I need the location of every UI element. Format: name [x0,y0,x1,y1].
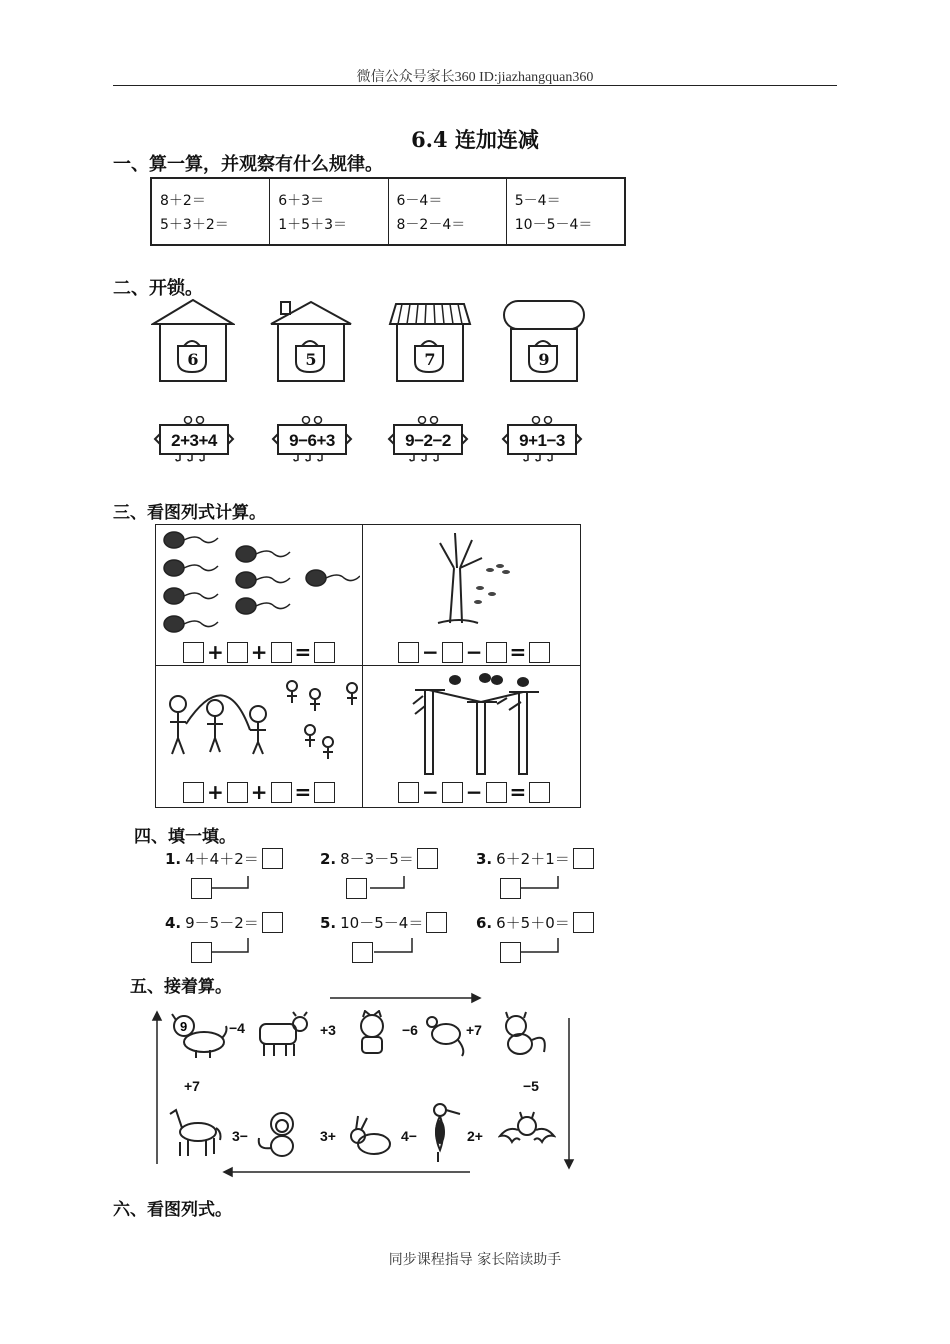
chain-operator: +3 [320,1022,336,1038]
header-divider [113,85,837,86]
equation-row [398,780,550,804]
answer-box[interactable] [227,782,248,803]
squirrel-icon [498,1010,550,1060]
operator: + [250,640,268,664]
equation-line: 6－4＝ [396,193,443,209]
table-cell [389,179,507,244]
key-1 [152,416,236,466]
tadpoles-picture [160,528,360,638]
problem-number: 4. [165,913,182,932]
key-3 [386,416,470,466]
answer-box[interactable] [486,782,507,803]
poles-picture [405,670,545,775]
answer-box[interactable] [417,848,438,869]
answer-box[interactable] [486,642,507,663]
lock-number: 9 [538,350,550,369]
page-header: 微信公众号家长360 ID:jiazhangquan360 [356,70,594,85]
section3-heading: 三、看图列式计算。 [113,503,266,523]
problem-number: 6. [476,913,493,932]
table-cell [507,179,624,244]
lock-number: 7 [424,350,436,369]
equation-line: 8＋2＝ [160,193,206,209]
operator: − [422,640,439,664]
intermediate-connectors [180,870,630,970]
problem-number: 3. [476,849,493,868]
operator: − [422,780,439,804]
chain-operator-left: +7 [184,1078,200,1094]
section6-heading: 六、看图列式。 [113,1200,232,1220]
section1-heading: 一、算一算，并观察有什么规律。 [113,154,383,175]
fill-problem-3 [476,848,594,869]
answer-box[interactable] [314,642,335,663]
intermediate-box[interactable] [191,942,212,963]
horse-icon [166,1104,224,1160]
key-4 [500,416,584,466]
page-footer: 同步课程指导 家长陪读助手 [388,1252,562,1268]
answer-box[interactable] [398,782,419,803]
intermediate-box[interactable] [191,878,212,899]
answer-box[interactable] [183,782,204,803]
operator: = [509,640,527,664]
house-4 [502,298,586,384]
grid-divider [155,665,581,666]
key-expression: 9−2−2 [405,431,451,450]
answer-box[interactable] [529,782,550,803]
answer-box[interactable] [183,642,204,663]
equation-line: 6＋3＝ [278,193,325,209]
cat-icon [350,1010,394,1060]
table-cell [270,179,388,244]
problem-number: 5. [320,913,337,932]
problem-expression: 6＋5＋0＝ [496,914,570,932]
children-picture [160,672,360,772]
intermediate-box[interactable] [500,878,521,899]
answer-box[interactable] [227,642,248,663]
key-expression: 9+1−3 [519,431,565,450]
page-title: 6.4 连加连减 [411,127,539,152]
problem-number: 1. [165,849,182,868]
section2-heading: 二、开锁。 [113,278,203,299]
equation-row [398,640,550,664]
intermediate-box[interactable] [346,878,367,899]
chain-operator: 2+ [467,1128,483,1144]
start-number: 9 [180,1019,188,1034]
answer-box[interactable] [442,642,463,663]
problem-expression: 8－3－5＝ [340,850,414,868]
equation-line: 10－5－4＝ [514,217,593,233]
tree-picture [410,528,520,628]
problem-number: 2. [320,849,337,868]
equation-row [183,780,335,804]
answer-box[interactable] [271,782,292,803]
grid-divider [362,524,363,808]
operator: − [465,640,483,664]
section1-table [150,177,626,246]
chain-operator: −4 [229,1020,245,1036]
house-3 [388,298,472,384]
problem-expression: 10－5－4＝ [340,914,424,932]
chain-operator: 4− [401,1128,417,1144]
mouse-icon [422,1012,470,1060]
operator: + [207,780,224,804]
equation-line: 8－2－4＝ [396,217,466,233]
chain-operator-right: −5 [523,1078,539,1094]
key-expression: 9−6+3 [289,431,335,450]
problem-expression: 4＋4＋2＝ [185,850,259,868]
chain-operator: −6 [402,1022,418,1038]
equation-line: 1＋5＋3＝ [278,217,347,233]
woodpecker-icon [424,1100,464,1164]
answer-box[interactable] [262,848,283,869]
key-2 [270,416,354,466]
operator: + [250,780,268,804]
fill-problem-1 [165,848,283,869]
problem-expression: 6＋2＋1＝ [496,850,570,868]
equation-row [183,640,335,664]
equation-line: 5＋3＋2＝ [160,217,229,233]
operator: = [294,640,312,664]
operator: = [509,780,527,804]
house-1 [151,298,235,384]
answer-box[interactable] [314,782,335,803]
problem-expression: 9－5－2＝ [185,914,259,932]
chain-operator: +7 [466,1022,482,1038]
fill-problem-2 [320,848,438,869]
answer-box[interactable] [529,642,550,663]
table-cell [152,179,270,244]
bat-icon [498,1108,556,1152]
operator: = [294,780,312,804]
cow-icon [252,1010,310,1060]
equation-line: 5－4＝ [514,193,561,209]
intermediate-box[interactable] [500,942,521,963]
rabbit-icon [344,1110,396,1160]
answer-box[interactable] [442,782,463,803]
house-2 [269,298,353,384]
monkey-icon [254,1108,308,1160]
chain-operator: 3+ [320,1128,336,1144]
section4-heading: 四、填一填。 [134,827,236,847]
intermediate-box[interactable] [352,942,373,963]
answer-box[interactable] [271,642,292,663]
key-expression: 2+3+4 [171,431,217,450]
operator: − [465,780,483,804]
lock-number: 6 [187,350,199,369]
answer-box[interactable] [573,848,594,869]
answer-box[interactable] [398,642,419,663]
dog-icon [170,1010,230,1060]
operator: + [207,640,224,664]
lock-number: 5 [305,350,317,369]
section5-heading: 五、接着算。 [130,977,232,997]
chain-operator: 3− [232,1128,248,1144]
